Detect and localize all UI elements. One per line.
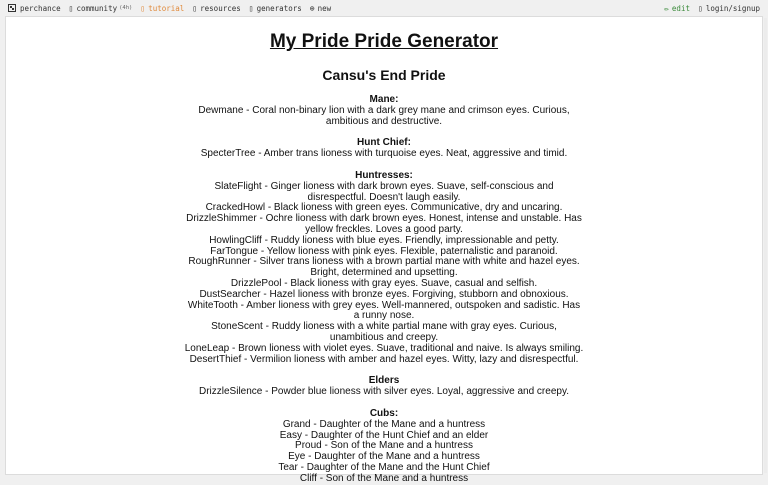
section-huntresses bbox=[6, 171, 762, 365]
nav-community-label: community bbox=[76, 3, 118, 13]
generator-output-frame bbox=[5, 16, 763, 484]
cub-entry: Easy - Daughter of the Hunt Chief and an elder bbox=[279, 429, 489, 441]
edit-label: edit bbox=[671, 3, 690, 13]
top-nav-left bbox=[0, 4, 339, 13]
lion-entry: SlateFlight - Ginger lioness with dark brown eyes. Suave, self-conscious and disrespectful. Doesn't laugh easily. bbox=[214, 180, 554, 203]
generator-content bbox=[6, 31, 762, 485]
section-hunt-chief bbox=[6, 138, 762, 160]
section-heading: Mane: bbox=[369, 94, 399, 105]
section-heading: Cubs: bbox=[369, 407, 399, 419]
lion-entry: WhiteTooth - Amber lioness with grey eyes. Well-mannered, outspoken and sadistic. Has a runny nose. bbox=[187, 299, 581, 322]
lion-entry: SpecterTree - Amber trans lioness with turquoise eyes. Neat, aggressive and timid. bbox=[200, 148, 568, 160]
lion-entry: RoughRunner - Silver trans lioness with a brown partial mane with white and hazel eyes. Bright, determined and upsetting. bbox=[188, 256, 580, 279]
lion-entry: DrizzlePool - Black lioness with gray eyes. Suave, casual and selfish. bbox=[230, 277, 538, 289]
top-nav-bar bbox=[0, 0, 768, 16]
dice-icon bbox=[8, 4, 16, 12]
lion-entry: Dewmane - Coral non-binary lion with a dark grey mane and crimson eyes. Curious, ambitious and destructive. bbox=[198, 104, 570, 127]
plus-circle-icon: ⊕ bbox=[309, 3, 315, 13]
nav-perchance[interactable] bbox=[8, 4, 61, 13]
edit-button[interactable] bbox=[664, 4, 690, 13]
lion-entry: CrackedHowl - Black lioness with green eyes. Communicative, dry and uncaring. bbox=[205, 202, 563, 214]
cub-entry: Grand - Daughter of the Mane and a huntress bbox=[282, 418, 486, 430]
top-nav-right bbox=[664, 4, 768, 13]
nav-resources[interactable] bbox=[192, 4, 240, 13]
page-scrollbar[interactable] bbox=[764, 18, 767, 473]
lion-entry: DrizzleShimmer - Ochre lioness with dark brown eyes. Honest, intense and unstable. Has yellow freckles. Loves a good party. bbox=[186, 213, 582, 235]
nav-tutorial-label: tutorial bbox=[148, 3, 185, 13]
chat-icon: ▯ bbox=[68, 3, 74, 13]
login-signup-button[interactable] bbox=[698, 4, 760, 13]
lion-entry: DrizzleSilence - Powder blue lioness with silver eyes. Loyal, aggressive and creepy. bbox=[199, 386, 569, 398]
nav-new[interactable] bbox=[310, 4, 331, 13]
cub-entry: Cliff - Son of the Mane and a huntress bbox=[299, 472, 469, 484]
nav-new-label: new bbox=[317, 3, 332, 13]
nav-perchance-label: perchance bbox=[20, 3, 61, 13]
nav-community-badge: (4h) bbox=[119, 5, 133, 11]
list-icon: ▯ bbox=[248, 3, 254, 13]
lion-entry: FarTongue - Yellow lioness with pink eyes. Flexible, paternalistic and paranoid. bbox=[210, 245, 558, 257]
cub-entry: Proud - Son of the Mane and a huntress bbox=[295, 440, 473, 452]
generator-title: My Pride Pride Generator bbox=[269, 31, 499, 52]
nav-community[interactable] bbox=[69, 4, 133, 13]
section-elders bbox=[6, 376, 762, 398]
lion-entry: DustSearcher - Hazel lioness with bronze eyes. Forgiving, stubborn and obnoxious. bbox=[199, 288, 569, 300]
pride-name: Cansu's End Pride bbox=[322, 67, 446, 83]
cub-entry: Eye - Daughter of the Mane and a huntress bbox=[288, 451, 480, 463]
nav-resources-label: resources bbox=[200, 3, 241, 13]
nav-tutorial[interactable] bbox=[140, 4, 184, 13]
section-heading: Hunt Chief: bbox=[357, 137, 411, 149]
cub-entry: Tear - Daughter of the Mane and the Hunt Chief bbox=[278, 461, 490, 473]
section-cubs bbox=[6, 409, 762, 485]
lion-entry: DesertThief - Vermilion lioness with amber and hazel eyes. Witty, lazy and disrespectful. bbox=[189, 353, 579, 365]
section-heading: Huntresses: bbox=[355, 169, 413, 181]
book-icon: ▯ bbox=[140, 3, 146, 13]
nav-generators[interactable] bbox=[249, 4, 302, 13]
lion-entry: LoneLeap - Brown lioness with violet eyes. Suave, traditional and naive. Is always smiling. bbox=[184, 342, 584, 354]
lion-entry: StoneScent - Ruddy lioness with a white partial mane with gray eyes. Curious, unambitious and creepy. bbox=[211, 321, 557, 343]
nav-generators-label: generators bbox=[256, 3, 302, 13]
section-mane bbox=[6, 95, 762, 127]
user-icon: ▯ bbox=[697, 3, 703, 13]
box-icon: ▯ bbox=[192, 3, 198, 13]
login-signup-label: login/signup bbox=[705, 3, 760, 13]
lion-entry: HowlingCliff - Ruddy lioness with blue eyes. Friendly, impressionable and petty. bbox=[209, 234, 559, 246]
section-heading: Elders bbox=[368, 375, 400, 387]
pencil-icon: ✏ bbox=[664, 3, 669, 13]
